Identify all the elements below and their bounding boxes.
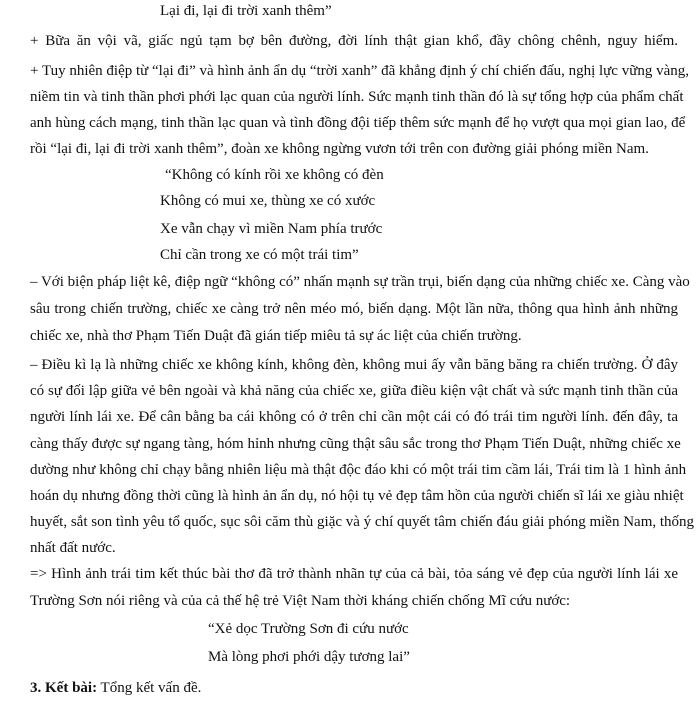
paragraph-line: nhất đất nước.: [30, 540, 116, 556]
paragraph-line: huyết, sắt son tình yêu tổ quốc, sục sôi căm thù giặc và ý chí quyết tâm chiến đáu giải phóng miền Nam, thống: [30, 514, 695, 530]
section-text: Tổng kết vấn đề.: [97, 680, 202, 696]
verse-line: Mà lòng phơi phới dậy tương lai”: [208, 649, 410, 665]
paragraph-line: – Với biện pháp liệt kê, điệp ngữ “không có” nhấn mạnh sự trần trụi, biến dạng của những chiếc xe. Càng vào: [30, 274, 690, 290]
paragraph-line: dường như không chỉ chạy bằng nhiên liệu mà thật độc đáo khi có một trái tim cầm lái, Trái tim là 1 hình ảnh: [30, 462, 687, 478]
verse-line: Không có mui xe, thùng xe có xước: [160, 193, 376, 209]
verse-line: Xe vẫn chạy vì miền Nam phía trước: [160, 221, 383, 237]
paragraph-line: hoán dụ nhưng đồng thời cũng là hình ản ẩn dụ, nó hội tụ vẻ đẹp tâm hồn của người chiến sĩ lái xe giàu nhiệt: [30, 488, 684, 504]
bullet-line: + Bữa ăn vội vã, giấc ngủ tạm bợ bên đường, đời lính thật gian khổ, đầy chông chênh, nguy hiểm.: [30, 33, 678, 49]
paragraph-line: niềm tin và tinh thần phơi phới lạc quan của người lính. Sức mạnh tinh thần đó là sự tổng hợp của phẩm chất: [30, 89, 684, 105]
paragraph-line: => Hình ảnh trái tim kết thúc bài thơ đã trở thành nhãn tự của cả bài, tỏa sáng vẻ đẹp của người lính lái xe: [30, 566, 678, 582]
paragraph-line: Trường Sơn nói riêng và của cả thế hệ trẻ Việt Nam thời kháng chiến chống Mĩ cứu nước:: [30, 593, 571, 609]
verse-line: Chỉ cần trong xe có một trái tim”: [160, 247, 359, 263]
verse-line: “Xẻ dọc Trường Sơn đi cứu nước: [208, 621, 409, 637]
conclusion-line: [30, 678, 678, 698]
verse-line: “Không có kính rồi xe không có đèn: [165, 167, 384, 183]
paragraph-line: rồi “lại đi, lại đi trời xanh thêm”, đoàn xe không ngừng vươn tới trên con đường giải phóng miền Nam.: [30, 141, 649, 157]
paragraph-line: càng thấy được sự ngang tàng, hóm hỉnh nhưng cũng thật sâu sắc trong thơ Phạm Tiến Duật, những chiếc xe: [30, 436, 681, 452]
paragraph-line: sâu trong chiến trường, chiếc xe càng trở nên méo mó, biến dạng. Một lần nữa, thông qua hình ảnh những: [30, 301, 678, 317]
paragraph-line: – Điều kì lạ là những chiếc xe không kính, không đèn, không mui ấy vẫn băng băng ra chiến trường. Ở đây: [30, 357, 678, 373]
paragraph-line: anh hùng cách mạng, tinh thần lạc quan và tình đồng đội tiếp thêm sức mạnh để họ vượt qua mọi gian lao, để: [30, 115, 686, 131]
paragraph-line: chiếc xe, nhà thơ Phạm Tiến Duật đã gián tiếp miêu tả sự ác liệt của chiến trường.: [30, 328, 522, 344]
paragraph-line: người lính lái xe. Để cân bằng ba cái không có ở trên chỉ cần một cái có đó trái tim người lính. đến đây, ta: [30, 409, 678, 425]
paragraph-line: có sự đối lập giữa vẻ bên ngoài và khả năng của chiếc xe, giữa điều kiện vật chất và sức mạnh tinh thần của: [30, 383, 678, 399]
section-heading: 3. Kết bài:: [30, 680, 98, 696]
bullet-line: + Tuy nhiên điệp từ “lại đi” và hình ảnh ẩn dụ “trời xanh” đã khẳng định ý chí chiến đấu, nghị lực vững vàng,: [30, 63, 689, 79]
verse-line: Lại đi, lại đi trời xanh thêm”: [160, 3, 332, 19]
